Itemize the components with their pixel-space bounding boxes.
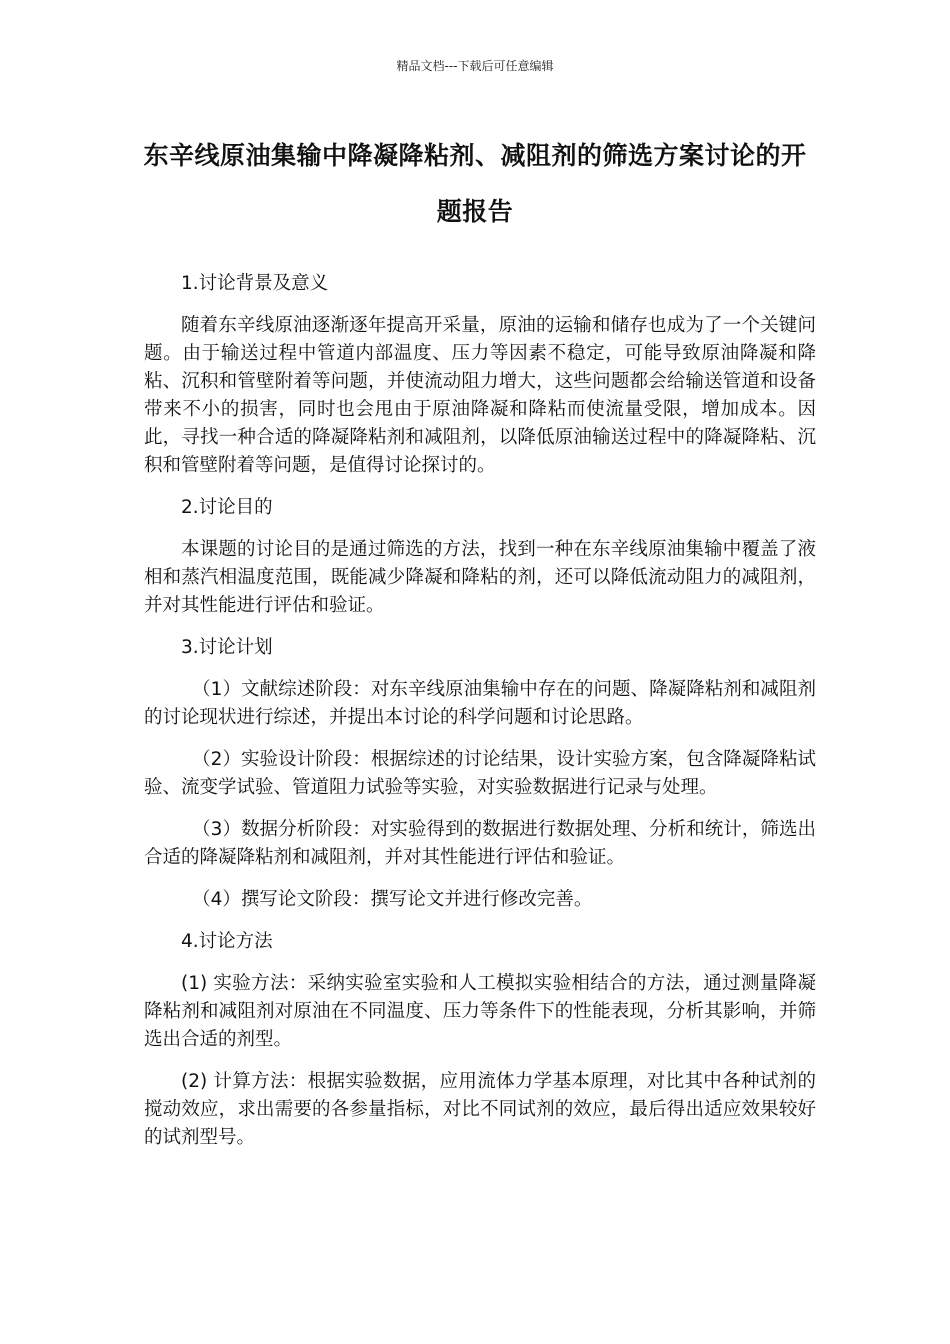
section-heading-background: 1.讨论背景及意义: [181, 273, 329, 294]
paragraph-purpose: 本课题的讨论目的是通过筛选的方法，找到一种在东辛线原油集输中覆盖了液相和蒸汽相温度范围，既能减少降凝和降粘的剂，还可以降低流动阻力的减阻剂，并对其性能进行评估和验证。: [144, 539, 816, 616]
method-item-2: (2) 计算方法：根据实验数据，应用流体力学基本原理，对比其中各种试剂的搅动效应，求出需要的各参量指标，对比不同试剂的效应，最后得出适应效果较好的试剂型号。: [144, 1071, 816, 1148]
plan-item-4: （4）撰写论文阶段：撰写论文并进行修改完善。: [192, 889, 593, 910]
document-title: 东辛线原油集输中降凝降粘剂、减阻剂的筛选方案讨论的开题报告: [143, 141, 807, 226]
section-heading-plan: 3.讨论计划: [181, 637, 273, 658]
header-note: 精品文档---下载后可任意编辑: [396, 59, 554, 73]
paragraph-background: 随着东辛线原油逐渐逐年提高开采量，原油的运输和储存也成为了一个关键问题。由于输送过程中管道内部温度、压力等因素不稳定，可能导致原油降凝和降粘、沉积和管壁附着等问题，并使流动阻力增大，这些问题都会给输送管道和设备带来不小的损害，同时也会甩由于原油降凝和降粘而使流量受限，增加成本。因此，寻找一种合适的降凝降粘剂和减阻剂，以降低原油输送过程中的降凝降粘、沉积和管壁附着等问题，是值得讨论探讨的。: [144, 315, 816, 476]
method-item-1: (1) 实验方法：采纳实验室实验和人工模拟实验相结合的方法，通过测量降凝降粘剂和减阻剂对原油在不同温度、压力等条件下的性能表现，分析其影响，并筛选出合适的剂型。: [144, 973, 816, 1050]
plan-item-2: （2）实验设计阶段：根据综述的讨论结果，设计实验方案，包含降凝降粘试验、流变学试验、管道阻力试验等实验，对实验数据进行记录与处理。: [144, 749, 816, 798]
section-heading-purpose: 2.讨论目的: [181, 497, 273, 518]
plan-item-3: （3）数据分析阶段：对实验得到的数据进行数据处理、分析和统计，筛选出合适的降凝降粘剂和减阻剂，并对其性能进行评估和验证。: [144, 819, 816, 868]
document-body: [144, 270, 816, 1166]
plan-item-1: （1）文献综述阶段：对东辛线原油集输中存在的问题、降凝降粘剂和减阻剂的讨论现状进行综述，并提出本讨论的科学问题和讨论思路。: [144, 679, 816, 728]
section-heading-methods: 4.讨论方法: [181, 931, 273, 952]
